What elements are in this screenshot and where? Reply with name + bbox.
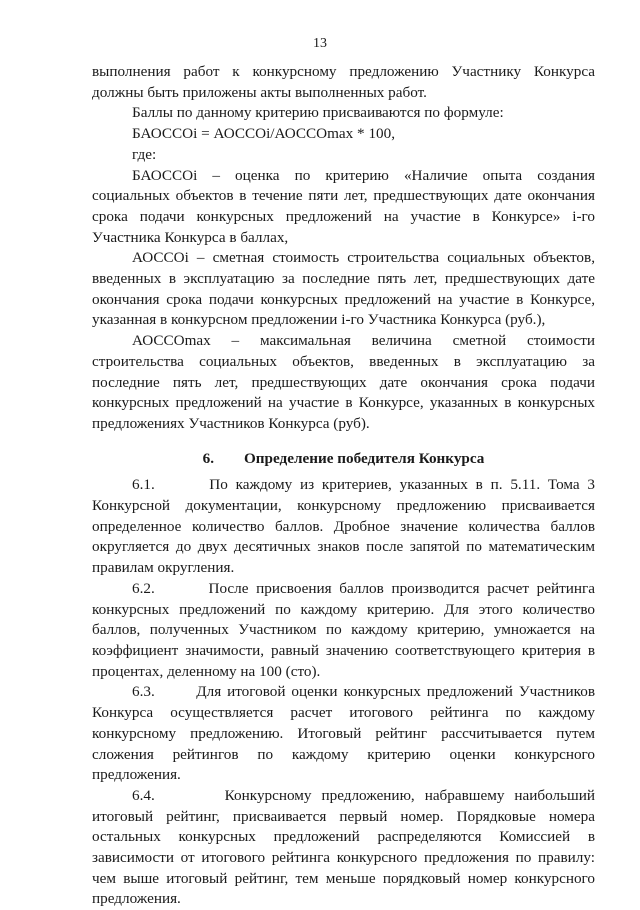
section-heading [92,449,595,470]
document-body [92,62,595,910]
definition-paragraph: БАОССОi – оценка по критерию «Наличие опыта создания социальных объектов в течение пяти лет, предшествующих дате окончания срока подачи конкурсных предложений на участие в Конкурсе» i-го Участника Конкурса в баллах, [92,166,595,246]
clause-paragraph: 6.3. Для итоговой оценки конкурсных предложений Участников Конкурса осуществляется расчет итогового рейтинга по каждому конкурсному предложению. Итоговый рейтинг рассчитывается путем сложения рейтингов по каждому критерию оценки конкурсного предложения. [92,683,595,784]
definition-paragraph: АОССОi – сметная стоимость строительства социальных объектов, введенных в эксплуатацию за последние пять лет, предшествующих дате окончания срока подачи конкурсных предложений на участие в Конкурсе, указанная в конкурсном предложении i-го Участника Конкурса (руб.), [92,249,595,329]
clause-paragraph: 6.1. По каждому из критериев, указанных в п. 5.11. Тома 3 Конкурсной документации, конкурсному предложению присваивается определенное количество баллов. Дробное значение количества баллов округляется до двух десятичных знаков после запятой по математическим правилам округления. [92,476,595,577]
section-title: Определение победителя Конкурса [243,449,485,467]
definition-paragraph: АОССОmax – максимальная величина сметной стоимости строительства социальных объектов, введенных в эксплуатацию за последние пять лет, предшествующих дате окончания срока подачи конкурсных предложений на участие в Конкурсе, указанных в конкурсных предложениях Участников Конкурса (руб). [92,332,595,432]
paragraph: Баллы по данному критерию присваиваются по формуле: [132,104,504,122]
paragraph: выполнения работ к конкурсному предложению Участнику Конкурса должны быть приложены акты выполненных работ. [92,63,595,101]
paragraph: где: [132,145,157,163]
clause-paragraph: 6.4. Конкурсному предложению, набравшему наибольший итоговый рейтинг, присваивается первый номер. Порядковые номера остальных конкурсных предложений распределяются Комиссией в зависимости от итогового рейтинга конкурсного предложения по правилу: чем выше итоговый рейтинг, тем меньше порядковый номер конкурсного предложения. [92,786,595,908]
clause-paragraph: 6.2. После присвоения баллов производится расчет рейтинга конкурсных предложений по каждому критерию. Для этого количество баллов, полученных Участником по каждому критерию, умножается на коэффициент значимости, равный значению соответствующего критерия в процентах, деленному на 100 (сто). [92,579,595,680]
formula: БАОССОi = АОССОi/АОССОmax * 100, [132,125,396,143]
section-number: 6. [202,449,214,467]
page-number: 13 [313,36,327,51]
